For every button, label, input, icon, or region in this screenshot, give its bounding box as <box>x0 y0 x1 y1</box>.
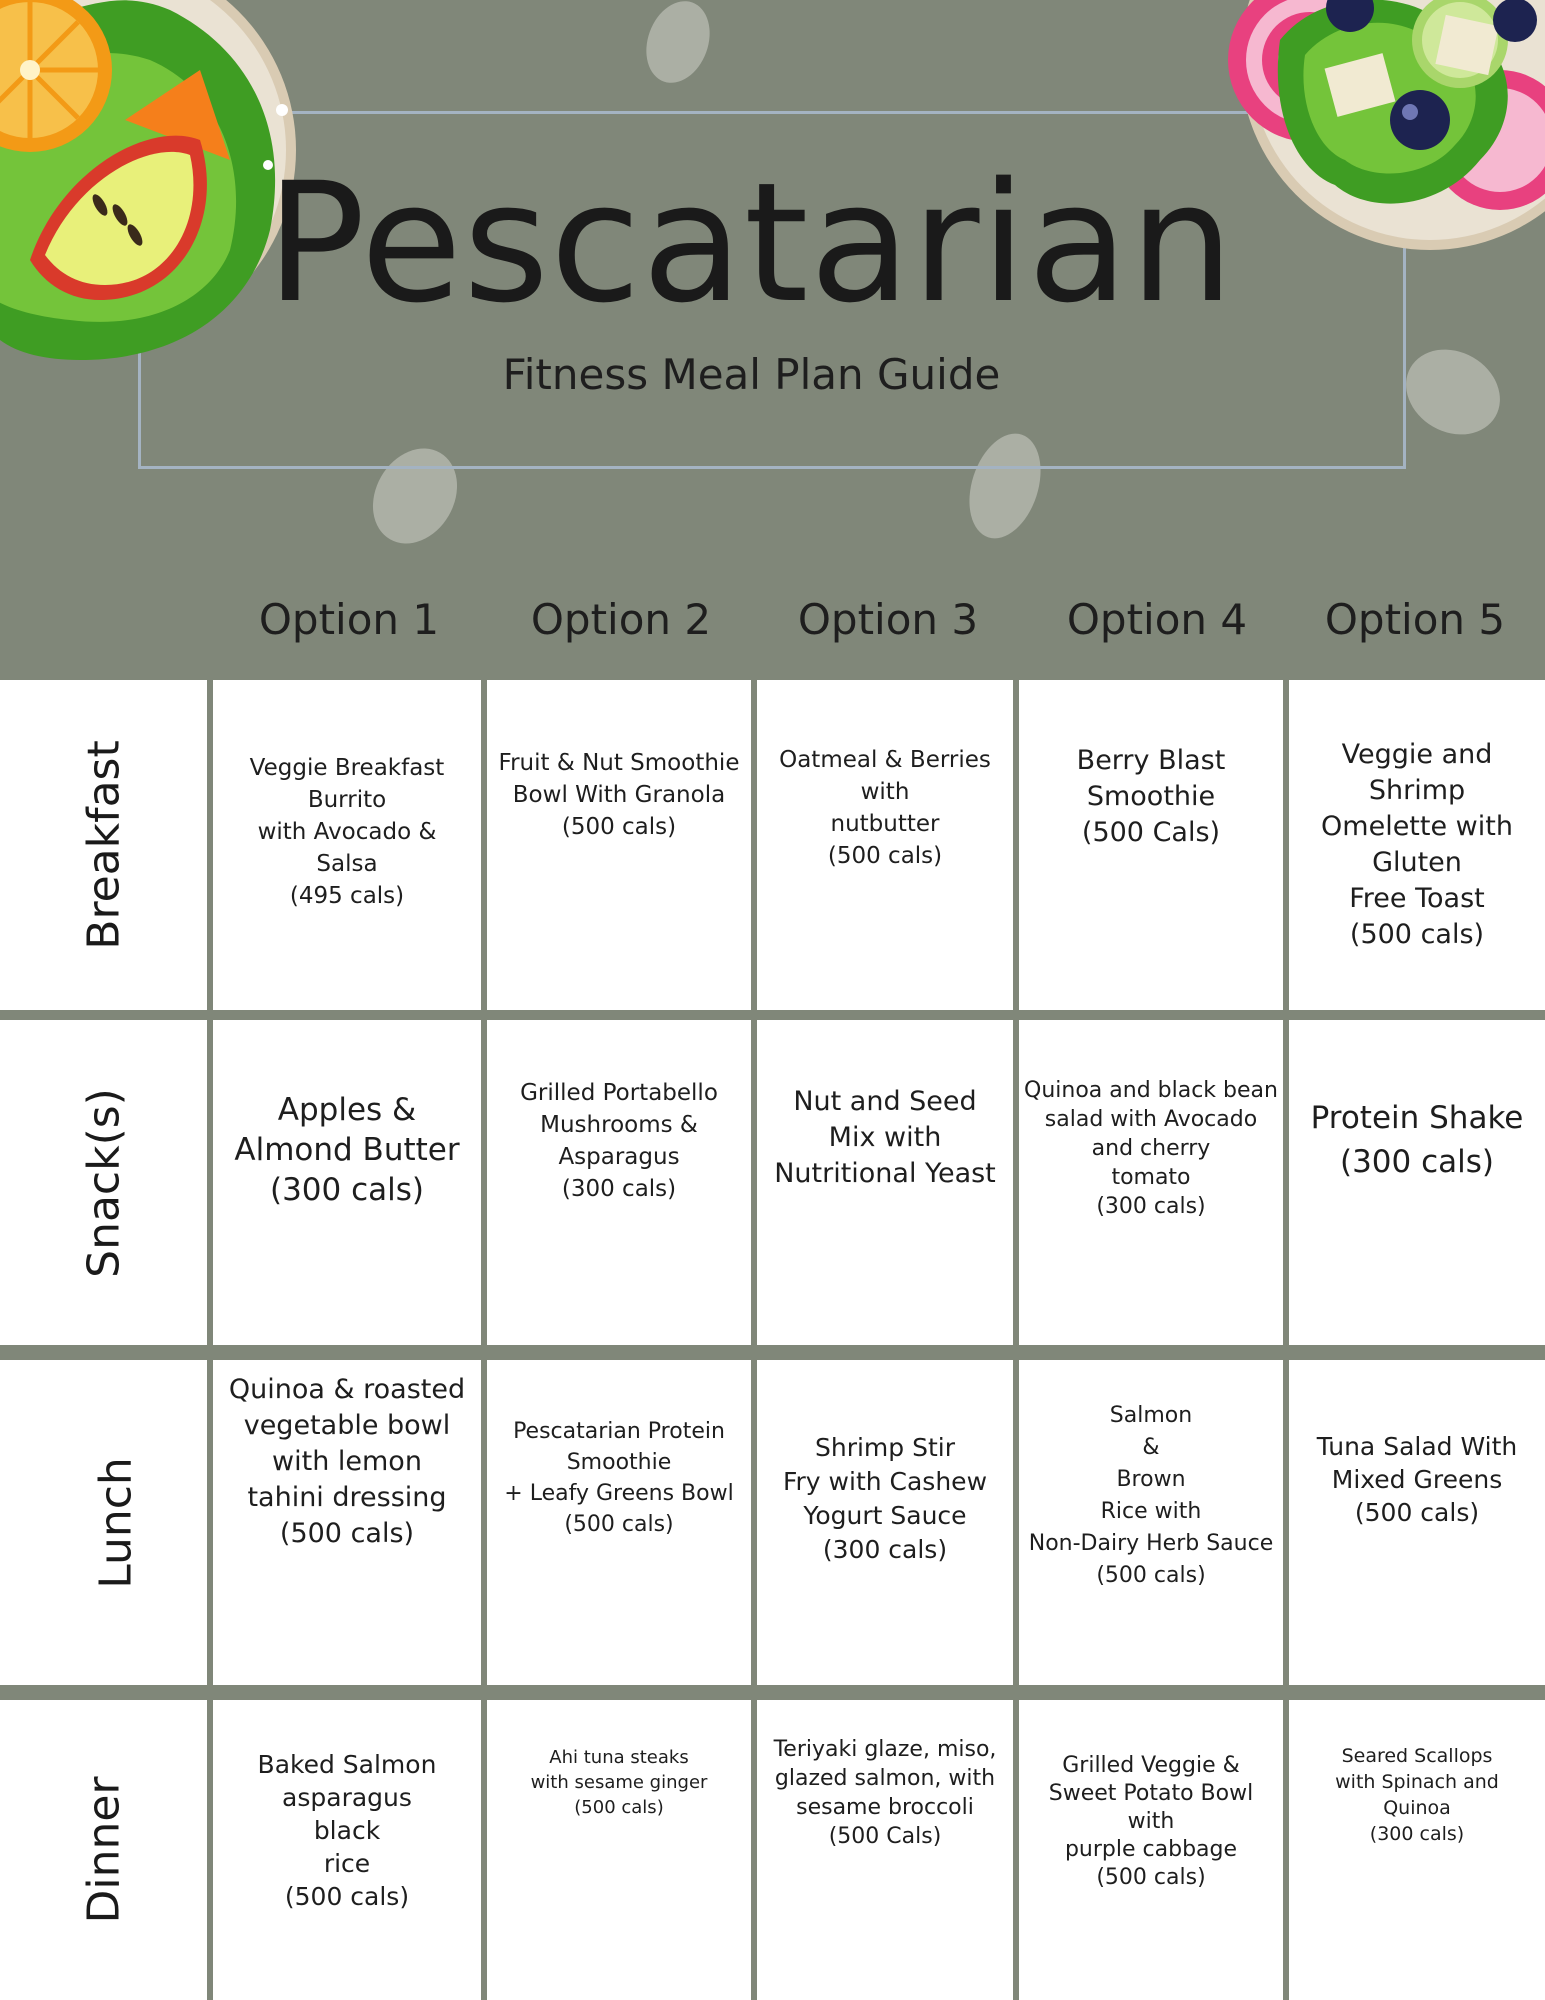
column-header-option-4: Option 4 <box>1066 595 1248 644</box>
meal-plan-grid <box>0 680 1545 2000</box>
column-header-option-2: Option 2 <box>530 595 712 644</box>
meal-cell-snacks-option-5: Protein Shake (300 cals) <box>1289 1020 1545 1345</box>
meal-cell-breakfast-option-3: Oatmeal & Berries with nutbutter (500 cals) <box>757 680 1013 1010</box>
meal-cell-dinner-option-2: Ahi tuna steaks with sesame ginger (500 cals) <box>487 1700 751 2000</box>
meal-cell-snacks-option-3: Nut and Seed Mix with Nutritional Yeast <box>757 1020 1013 1345</box>
meal-cell-dinner-option-3: Teriyaki glaze, miso, glazed salmon, with sesame broccoli (500 Cals) <box>757 1700 1013 2000</box>
meal-cell-lunch-option-3: Shrimp Stir Fry with Cashew Yogurt Sauce (300 cals) <box>757 1360 1013 1685</box>
meal-cell-breakfast-option-4: Berry Blast Smoothie (500 Cals) <box>1019 680 1283 1010</box>
meal-cell-lunch-option-4: Salmon & Brown Rice with Non-Dairy Herb Sauce (500 cals) <box>1019 1360 1283 1685</box>
row-label-breakfast: Breakfast <box>0 680 207 1010</box>
meal-cell-snacks-option-4: Quinoa and black bean salad with Avocado and cherry tomato (300 cals) <box>1019 1020 1283 1345</box>
meal-cell-lunch-option-2: Pescatarian Protein Smoothie + Leafy Greens Bowl (500 cals) <box>487 1360 751 1685</box>
header-banner <box>0 0 1545 680</box>
meal-cell-dinner-option-1: Baked Salmon asparagus black rice (500 cals) <box>213 1700 481 2000</box>
meal-cell-dinner-option-5: Seared Scallops with Spinach and Quinoa (300 cals) <box>1289 1700 1545 2000</box>
page-title: Pescatarian <box>265 147 1236 339</box>
meal-cell-lunch-option-5: Tuna Salad With Mixed Greens (500 cals) <box>1289 1360 1545 1685</box>
meal-cell-breakfast-option-1: Veggie Breakfast Burrito with Avocado & Salsa (495 cals) <box>213 680 481 1010</box>
column-header-option-5: Option 5 <box>1324 595 1506 644</box>
meal-cell-snacks-option-1: Apples & Almond Butter (300 cals) <box>213 1020 481 1345</box>
row-label-dinner: Dinner <box>0 1700 207 2000</box>
column-header-option-1: Option 1 <box>258 595 440 644</box>
meal-cell-snacks-option-2: Grilled Portabello Mushrooms & Asparagus (300 cals) <box>487 1020 751 1345</box>
leaf-decoration <box>635 0 720 92</box>
meal-cell-dinner-option-4: Grilled Veggie & Sweet Potato Bowl with purple cabbage (500 cals) <box>1019 1700 1283 2000</box>
column-header-option-3: Option 3 <box>797 595 979 644</box>
row-label-lunch: Lunch <box>0 1360 207 1685</box>
page-subtitle: Fitness Meal Plan Guide <box>502 350 1001 399</box>
row-label-snacks: Snack(s) <box>0 1020 207 1345</box>
meal-cell-breakfast-option-5: Veggie and Shrimp Omelette with Gluten Free Toast (500 cals) <box>1289 680 1545 1010</box>
meal-cell-lunch-option-1: Quinoa & roasted vegetable bowl with lemon tahini dressing (500 cals) <box>213 1360 481 1685</box>
meal-cell-breakfast-option-2: Fruit & Nut Smoothie Bowl With Granola (500 cals) <box>487 680 751 1010</box>
